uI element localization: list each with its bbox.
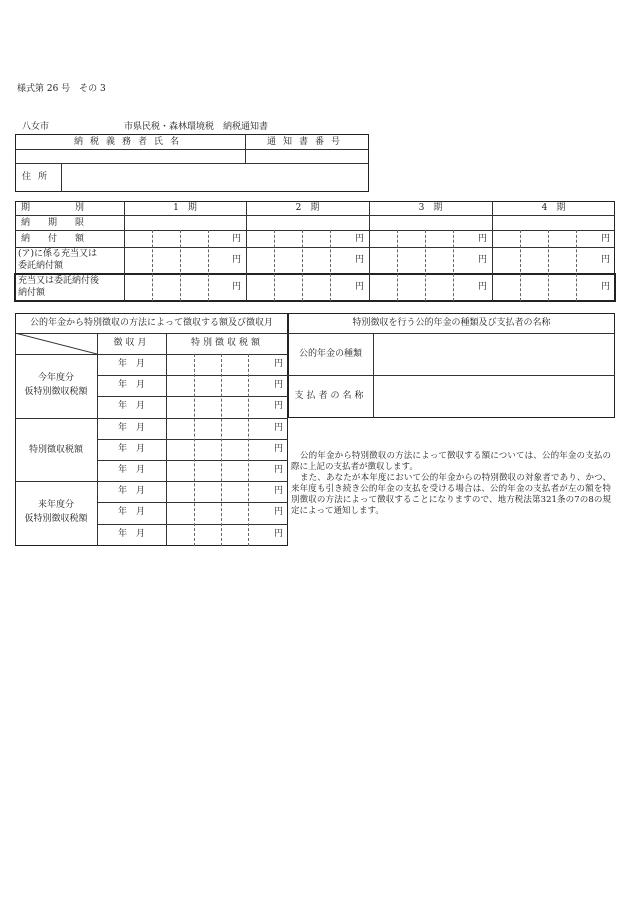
yen-mark: 円 [274,444,284,454]
yen-mark: 円 [274,507,284,517]
month-label: 年 月 [117,444,145,454]
payer-name-field[interactable] [378,386,610,406]
after-offset-row-highlight [14,273,616,302]
period-1-header: 1 期 [173,203,197,213]
notes-paragraph-2: また、あなたが本年度において公的年金からの特別徴収の対象者であり、かつ、来年度も引き続き公的年金の支払を受ける場合は、公的年金の支払者が左の額を特別徴収の方法によって徴収することになりますので、地方税法第321条の7の8の規定によって通知します。 [291,473,611,516]
month-label: 年 月 [117,486,145,496]
period-3-header: 3 期 [418,203,443,213]
row-label-period: 期 別 [21,203,85,213]
yen-mark: 円 [232,234,242,244]
group-next-year-line1: 来年度分 [37,500,74,510]
address-label: 住所 [21,172,54,182]
row-label-after-line2: 納付額 [18,288,46,298]
month-label: 年 月 [117,423,145,433]
row-label-offset-line2: 委託納付額 [18,261,64,271]
yen-mark: 円 [274,359,284,369]
row-label-due-date: 納 期 限 [21,218,85,228]
period-4-header: 4 期 [541,203,566,213]
yen-mark: 円 [355,255,365,265]
month-label: 年 月 [117,401,145,411]
yen-mark: 円 [601,282,611,292]
yen-mark: 円 [274,486,284,496]
yen-mark: 円 [478,234,488,244]
payer-name-label: 支払者の名称 [294,391,367,401]
pension-payer-title: 特別徴収を行う公的年金の種類及び支払者の名称 [352,318,551,328]
row-label-after-line1: 充当又は委託納付後 [18,276,100,286]
form-number: 様式第 26 号 その 3 [17,84,106,94]
yen-mark: 円 [601,255,611,265]
yen-mark: 円 [274,529,284,539]
taxpayer-name-label: 納税義務者氏名 [73,137,186,147]
group-next-year-line2: 仮特別徴収税額 [24,514,88,524]
yen-mark: 円 [601,234,611,244]
document-title: 市県民税・森林環境税 納税通知書 [124,122,269,132]
group-current-year-line2: 仮特別徴収税額 [24,387,88,397]
column-header-amount: 特別徴収税額 [190,338,263,348]
yen-mark: 円 [232,282,242,292]
month-label: 年 月 [117,529,145,539]
notes-paragraph-1: 公的年金から特別徴収の方法によって徴収する額については、公的年金の支払の際に上記の支払者が徴収します。 [291,451,611,472]
notice-number-label: 通知書番号 [266,137,347,147]
yen-mark: 円 [274,465,284,475]
month-label: 年 月 [117,507,145,517]
address-field[interactable] [66,173,364,185]
month-label: 年 月 [117,465,145,475]
pension-withholding-title: 公的年金から特別徴収の方法によって徴収する額及び徴収月 [29,318,273,328]
row-label-offset-line1: (ア)に係る充当又は [18,249,98,259]
yen-mark: 円 [478,255,488,265]
pension-type-field[interactable] [378,344,610,364]
city-name: 八女市 [22,122,50,132]
yen-mark: 円 [355,234,365,244]
column-header-month: 徴収月 [113,338,150,348]
yen-mark: 円 [274,423,284,433]
yen-mark: 円 [478,282,488,292]
period-2-header: 2 期 [295,203,320,213]
yen-mark: 円 [355,282,365,292]
group-current-year-line1: 今年度分 [37,373,74,383]
month-label: 年 月 [117,359,145,369]
notice-number-field[interactable] [250,152,364,162]
taxpayer-name-field[interactable] [20,152,244,162]
yen-mark: 円 [274,380,284,390]
yen-mark: 円 [232,255,242,265]
pension-type-label: 公的年金の種類 [298,349,362,359]
yen-mark: 円 [274,401,284,411]
group-special-withholding: 特別徴収税額 [28,445,83,455]
header-diagonal-line [15,333,97,354]
row-label-payment-amount: 納 付 額 [21,234,85,244]
month-label: 年 月 [117,380,145,390]
